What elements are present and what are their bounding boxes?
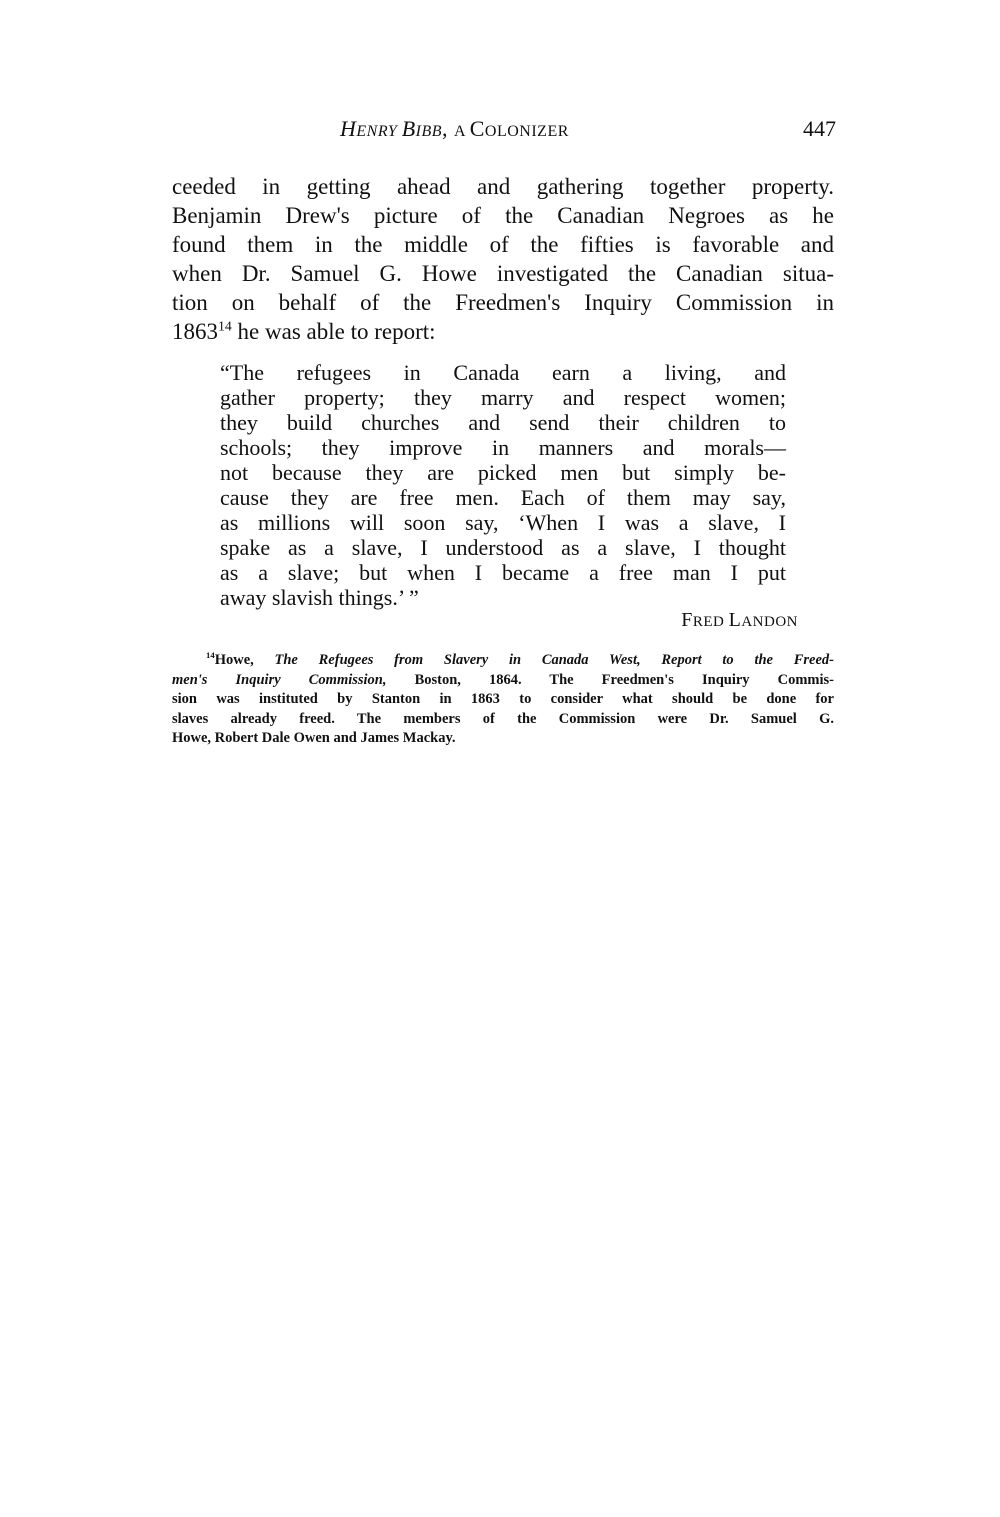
footnote-number: 14: [206, 650, 215, 661]
footnote-text: Boston, 1864. The Freedmen's Inquiry Commis-: [386, 671, 834, 688]
footnote-line: slaves already freed. The members of the Commission were Dr. Samuel G.: [172, 710, 834, 727]
sig-part: L: [728, 609, 742, 631]
body-paragraph: [172, 172, 834, 346]
body-text: he was able to report:: [231, 319, 436, 344]
footnote: [172, 651, 834, 749]
sig-part: F: [681, 609, 693, 631]
title-part: C: [469, 116, 485, 141]
body-line: Benjamin Drew's picture of the Canadian Negroes as he: [172, 203, 834, 228]
footnote-line: Howe, Robert Dale Owen and James Mackay.: [172, 730, 456, 746]
block-quote: [220, 360, 786, 610]
author-signature: [640, 609, 798, 632]
footnote-line: [172, 671, 834, 691]
quote-line: spake as a slave, I understood as a slave, I thought: [220, 535, 786, 560]
running-header: [340, 116, 836, 146]
title-part: OLONIZER: [484, 123, 569, 140]
title-part: IBB: [415, 123, 443, 140]
running-title: [340, 116, 569, 142]
title-part: A: [454, 123, 470, 140]
title-part: ENRY: [356, 123, 402, 140]
footnote-line: sion was instituted by Stanton in 1863 to consider what should be done for: [172, 691, 834, 707]
footnote-title: The Refugees from Slavery in Canada West, Report to the Freed-: [274, 652, 834, 668]
quote-line: away slavish things.’ ”: [220, 585, 419, 610]
page-number: 447: [803, 116, 836, 141]
year: 1863: [172, 319, 218, 344]
quote-line: gather property; they marry and respect women;: [220, 385, 786, 410]
body-line: tion on behalf of the Freedmen's Inquiry Commission in: [172, 290, 834, 315]
body-line: [172, 317, 834, 346]
footnote-line: [172, 651, 834, 671]
sig-part: ANDON: [741, 614, 798, 630]
body-line: found them in the middle of the fifties is favorable and: [172, 232, 834, 257]
title-part: H: [340, 116, 357, 141]
quote-line: as millions will soon say, ‘When I was a slave, I: [220, 510, 786, 535]
title-part: B: [401, 116, 416, 141]
title-part: ,: [442, 116, 455, 141]
quote-line: they build churches and send their children to: [220, 410, 786, 435]
body-line: when Dr. Samuel G. Howe investigated the Canadian situa-: [172, 261, 834, 286]
quote-line: schools; they improve in manners and morals—: [220, 435, 786, 460]
footnote-title: men's Inquiry Commission,: [172, 671, 387, 688]
quote-line: not because they are picked men but simply be-: [220, 460, 786, 485]
quote-line: cause they are free men. Each of them may say,: [220, 485, 786, 510]
footnote-text: Howe,: [214, 652, 275, 668]
footnote-ref[interactable]: 14: [218, 318, 232, 334]
sig-part: RED: [692, 614, 729, 630]
quote-line: as a slave; but when I became a free man I put: [220, 560, 786, 585]
quote-line: “The refugees in Canada earn a living, and: [220, 360, 786, 385]
body-line: ceeded in getting ahead and gathering together property.: [172, 174, 834, 199]
